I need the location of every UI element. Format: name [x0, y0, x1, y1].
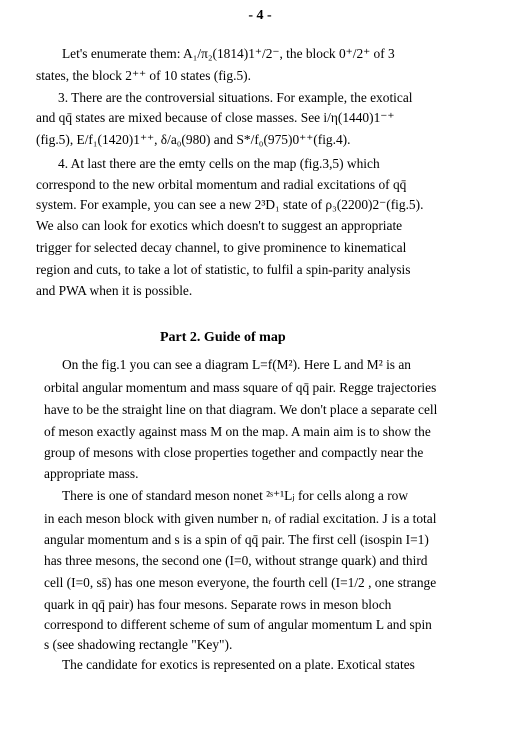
section-heading: Part 2. Guide of map	[160, 330, 286, 345]
paragraph-line: region and cuts, to take a lot of statistic, to fulfil a spin-parity analysis	[36, 262, 411, 277]
paragraph-line: orbital angular momentum and mass square of qq̄ pair. Regge trajectories	[44, 380, 437, 395]
paragraph-line: We also can look for exotics which doesn't to suggest an appropriate	[36, 218, 403, 233]
paragraph-line: 3. There are the controversial situations. For example, the exotical	[58, 90, 413, 105]
paragraph-line: of meson exactly against mass M on the map. A main aim is to show the	[44, 424, 431, 439]
paragraph-line: correspond to different scheme of sum of angular momentum L and spin	[44, 617, 432, 632]
paragraph-line: angular momentum and s is a spin of qq̄ pair. The first cell (isospin I=1)	[44, 532, 429, 547]
paragraph-line: s (see shadowing rectangle "Key").	[44, 637, 233, 652]
paragraph-line: in each meson block with given number nᵣ of radial excitation. J is a total	[44, 511, 437, 526]
paragraph-line: correspond to the new orbital momentum and radial excitations of qq̄	[36, 177, 407, 192]
paragraph-line: cell (I=0, ss̄) has one meson everyone, the fourth cell (I=1/2 , one strange	[44, 575, 437, 590]
paragraph-line: The candidate for exotics is represented on a plate. Exotical states	[62, 657, 415, 672]
paragraph-line: and qq̄ states are mixed because of close masses. See i/η(1440)1⁻⁺	[36, 110, 395, 125]
paragraph-line: have to be the straight line on that diagram. We don't place a separate cell	[44, 402, 438, 417]
paragraph-line: states, the block 2⁺⁺ of 10 states (fig.5).	[36, 68, 251, 83]
paragraph-line: There is one of standard meson nonet ²ˢ⁺¹Lⱼ for cells along a row	[62, 488, 409, 503]
paragraph-line: quark in qq̄ pair) has four mesons. Separate rows in meson bloch	[44, 597, 392, 612]
paragraph-line: trigger for selected decay channel, to give prominence to kinematical	[36, 240, 407, 255]
paragraph-line: (fig.5), E/f₁(1420)1⁺⁺, δ/a₀(980) and S*/f₀(975)0⁺⁺(fig.4).	[36, 132, 351, 147]
paragraph-line: 4. At last there are the emty cells on the map (fig.3,5) which	[58, 156, 380, 171]
paragraph-line: On the fig.1 you can see a diagram L=f(M²). Here L and M² is an	[62, 357, 411, 372]
paragraph-line: group of mesons with close properties together and compactly near the	[44, 445, 424, 460]
paragraph-line: and PWA when it is possible.	[36, 283, 193, 298]
paragraph-line: appropriate mass.	[44, 466, 139, 481]
paragraph-line: has three mesons, the second one (I=0, without strange quark) and third	[44, 553, 428, 568]
paragraph-line: system. For example, you can see a new 2³D₁ state of ρ₃(2200)2⁻(fig.5).	[36, 197, 424, 212]
paragraph-line: Let's enumerate them: A₁/π₂(1814)1⁺/2⁻, the block 0⁺/2⁺ of 3	[62, 46, 395, 61]
page-number: - 4 -	[248, 8, 272, 23]
